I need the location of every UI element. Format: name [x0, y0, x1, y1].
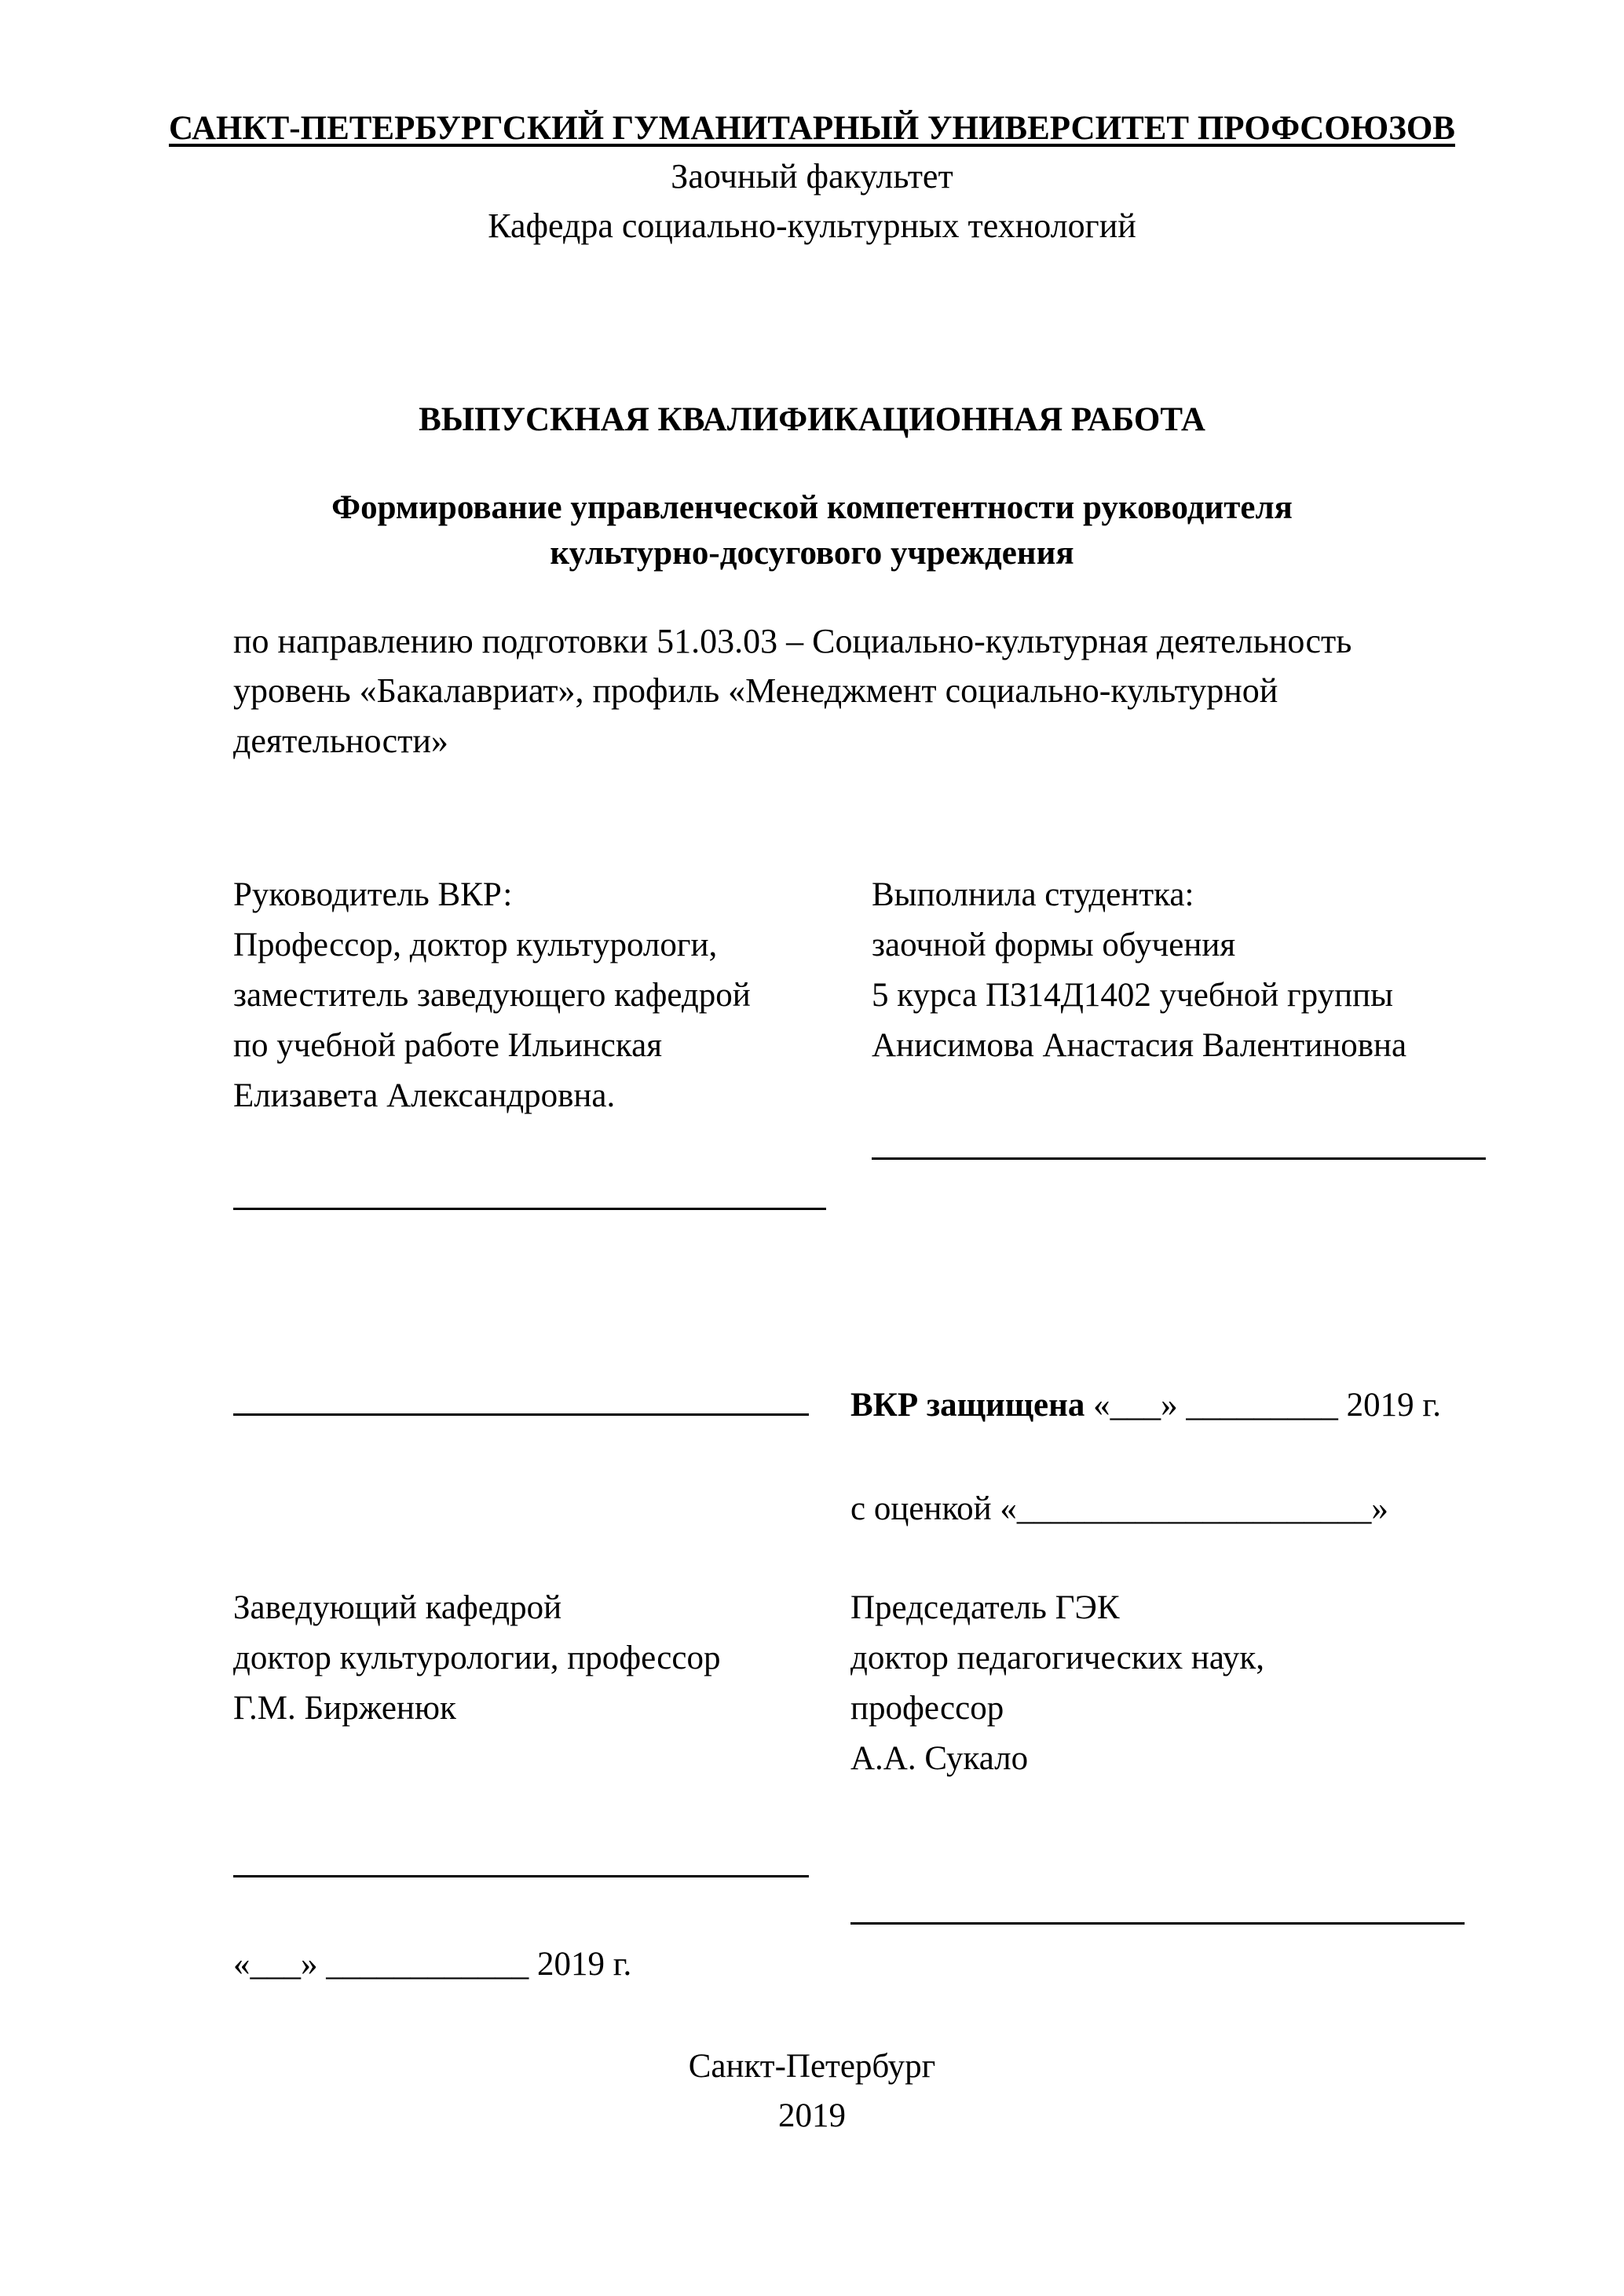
supervisor-line: заместитель заведующего кафедрой [233, 977, 751, 1014]
head-line: доктор культурологии, профессор [233, 1640, 721, 1676]
direction-line-1: по направлению подготовки 51.03.03 – Социально-культурная деятельность [233, 622, 1352, 660]
chairman-line: А.А. Сукало [850, 1740, 1029, 1777]
student-line: Анисимова Анастасия Валентиновна [872, 1027, 1407, 1064]
student-label: Выполнила студентка: [872, 876, 1194, 913]
supervisor-label: Руководитель ВКР: [233, 876, 513, 913]
direction-line-3: деятельности» [233, 722, 448, 760]
city: Санкт-Петербург [688, 2048, 936, 2085]
grade-line: с оценкой «_____________________» [850, 1490, 1388, 1527]
defense-date: «___» _________ 2019 г. [1084, 1387, 1441, 1424]
thesis-title-line-2: культурно-досугового учреждения [550, 535, 1074, 572]
chairman-line: Председатель ГЭК [850, 1589, 1120, 1626]
university-name: САНКТ-ПЕТЕРБУРГСКИЙ ГУМАНИТАРНЫЙ УНИВЕРСИТЕТ ПРОФСОЮЗОВ [169, 110, 1455, 147]
chairman-signature-line [850, 1922, 1465, 1925]
supervisor-signature-line [233, 1208, 826, 1210]
defense-line [850, 1388, 1441, 1422]
department: Кафедра социально-культурных технологий [488, 207, 1136, 245]
supervisor-line: Елизавета Александровна. [233, 1077, 616, 1114]
head-line: Заведующий кафедрой [233, 1589, 562, 1626]
signature-line [233, 1413, 809, 1416]
faculty: Заочный факультет [671, 157, 953, 196]
head-signature-line [233, 1875, 809, 1877]
date-line: «___» ____________ 2019 г. [233, 1946, 632, 1983]
thesis-title-line-1: Формирование управленческой компетентности руководителя [331, 489, 1293, 526]
supervisor-line: по учебной работе Ильинская [233, 1027, 662, 1064]
year: 2019 [778, 2097, 846, 2134]
student-signature-line [872, 1157, 1486, 1160]
direction-line-2: уровень «Бакалавриат», профиль «Менеджмент социально-культурной [233, 671, 1278, 710]
chairman-line: профессор [850, 1690, 1004, 1727]
student-line: 5 курса ПЗ14Д1402 учебной группы [872, 977, 1394, 1014]
student-line: заочной формы обучения [872, 927, 1236, 963]
defense-label: ВКР защищена [850, 1387, 1085, 1424]
work-type-heading: ВЫПУСКНАЯ КВАЛИФИКАЦИОННАЯ РАБОТА [419, 401, 1205, 438]
chairman-line: доктор педагогических наук, [850, 1640, 1264, 1676]
supervisor-line: Профессор, доктор культурологи, [233, 927, 718, 963]
head-line: Г.М. Бирженюк [233, 1690, 456, 1727]
